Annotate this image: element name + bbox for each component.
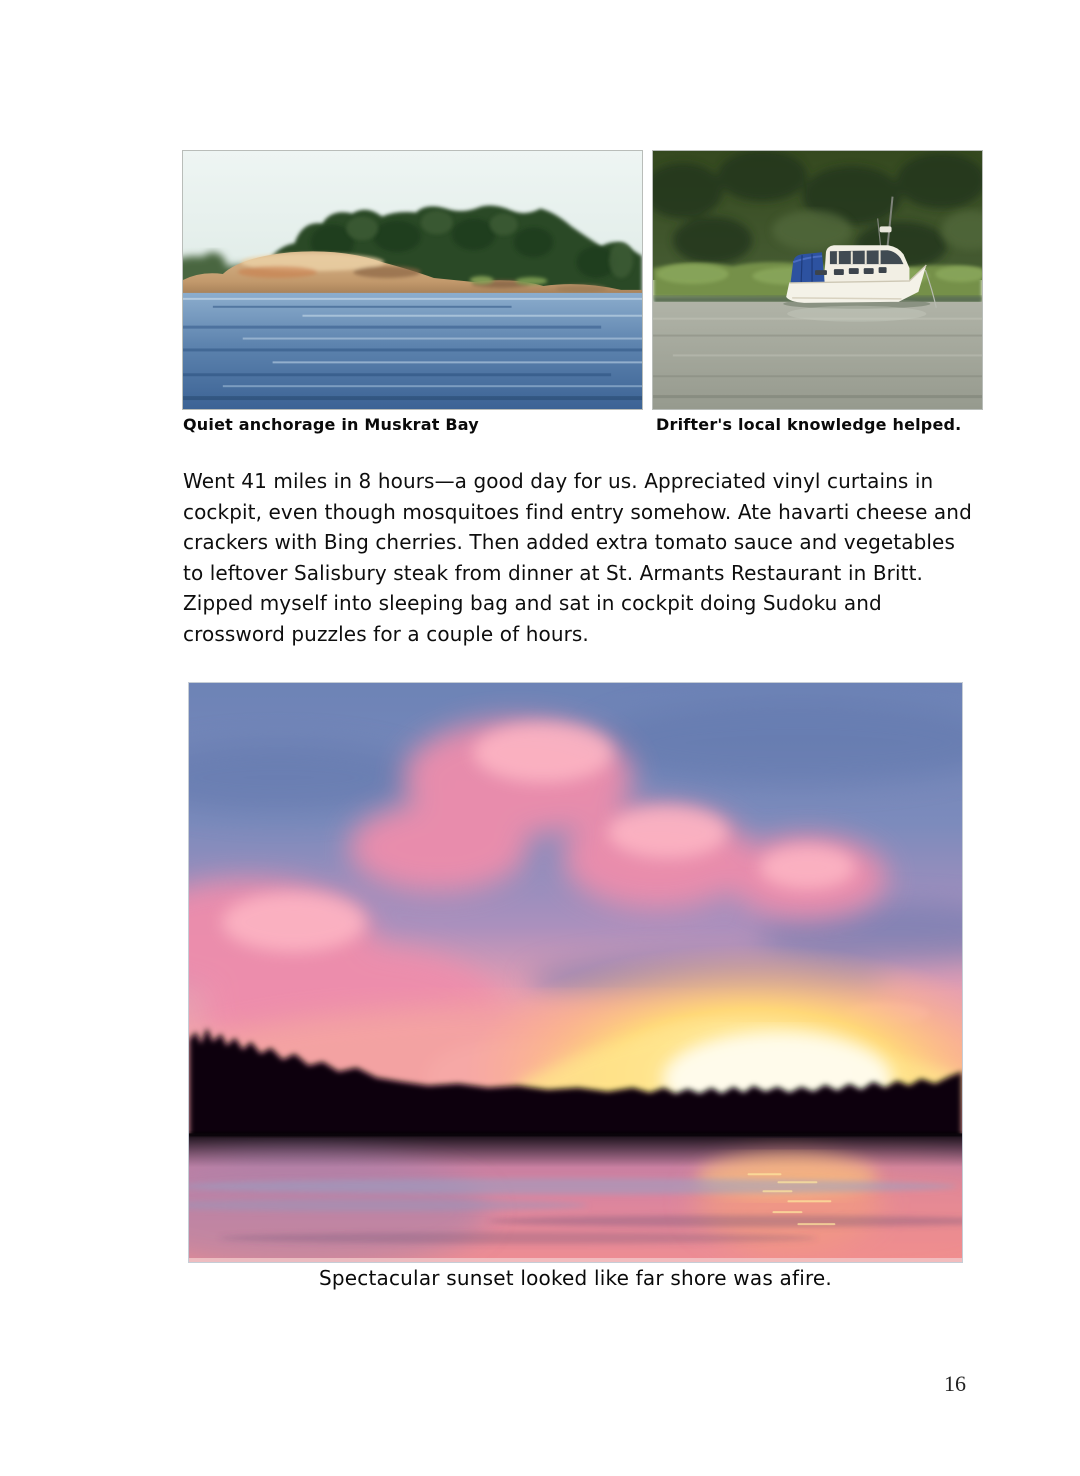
anchorage-photo-art: [183, 151, 642, 409]
photo-drifter-boat: [652, 150, 983, 410]
boat-photo-art: [653, 151, 982, 409]
photo-muskrat-bay-anchorage: [182, 150, 643, 410]
caption-anchorage: Quiet anchorage in Muskrat Bay: [183, 415, 479, 434]
caption-boat: Drifter's local knowledge helped.: [656, 415, 962, 434]
journal-paragraph: Went 41 miles in 8 hours—a good day for us. Appreciated vinyl curtains in cockpit, even though mosquitoes find entry somehow. Ate havarti cheese and crackers with Bing cherries. Then added extra tomato sauce and vegetables to leftover Salisbury steak from dinner at St. Armants Restaurant in Britt. Zipped myself into sleeping bag and sat in cockpit doing Sudoku and crossword puzzles for a couple of hours.: [183, 469, 972, 646]
sunset-photo-art: [189, 683, 962, 1262]
caption-sunset: Spectacular sunset looked like far shore was afire.: [319, 1266, 832, 1290]
photo-sunset: [188, 682, 963, 1263]
page-number: 16: [944, 1371, 966, 1396]
